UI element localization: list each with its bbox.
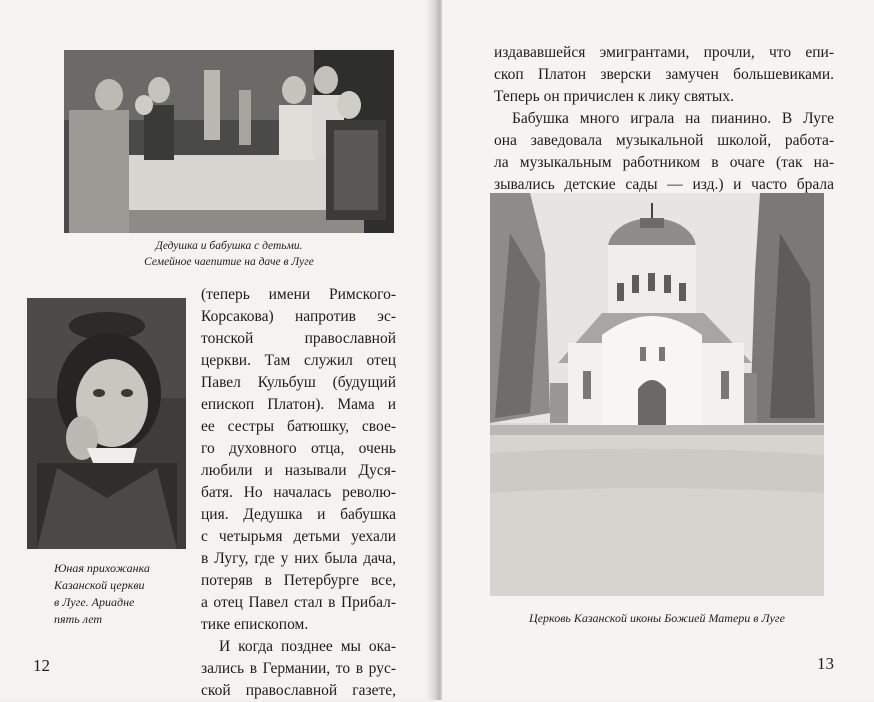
text-line: зывались детские сады — изд.) и часто брала: [494, 176, 834, 193]
church-photo-caption: Церковь Казанской иконы Божией Матери в Луге: [529, 611, 785, 625]
text-line: ла музыкальным работником в очаге (так на-: [494, 154, 834, 171]
text-line: а отец Павел стал в Прибал-: [201, 594, 396, 611]
girl-caption-line4: пять лет: [54, 612, 103, 626]
text-line: ция. Дедушка и бабушка: [201, 506, 396, 523]
text-line: (теперь имени Римского-: [201, 286, 396, 303]
text-line: церкви. Там служил отец: [201, 352, 396, 369]
text-line: тонской православной: [201, 330, 396, 347]
text-line: она заведовала музыкальной школой, работа-: [494, 132, 834, 149]
girl-caption-line2: Казанской церкви: [54, 578, 145, 592]
right-body-text: [494, 42, 834, 196]
right-page: [442, 0, 874, 700]
text-line: ее сестры батюшку, свое-: [201, 418, 396, 435]
text-line: Бабушка много играла на пианино. В Луге: [512, 110, 834, 127]
girl-caption-line3: в Луге. Ариадне: [54, 595, 135, 609]
text-line: епископ Платон). Мама и: [201, 396, 396, 413]
text-line: И когда позднее мы ока-: [219, 638, 396, 655]
left-page-number: 12: [33, 656, 50, 675]
left-page: [0, 0, 436, 700]
family-tea-photo: [64, 50, 394, 233]
text-line: Теперь он причислен к лику святых.: [494, 88, 734, 105]
text-line: в Лугу, где у них была дача,: [201, 550, 396, 567]
girl-photo-caption: [54, 560, 194, 628]
text-line: ской православной газете,: [201, 682, 396, 699]
text-line: любили и называли Дуся-: [201, 462, 396, 479]
right-page-number: 13: [817, 654, 834, 673]
church-photo: [490, 193, 824, 596]
left-body-text: [201, 284, 396, 702]
text-line: скоп Платон зверски замучен большевиками.: [494, 66, 834, 83]
text-line: тике епископом.: [201, 616, 309, 633]
text-line: Корсакова) напротив эс-: [201, 308, 396, 325]
text-line: с четырьмя детьми уехали: [201, 528, 396, 545]
text-line: батя. Но началась револю-: [201, 484, 396, 501]
text-line: Павел Кульбуш (будущий: [201, 374, 396, 391]
text-line: зались в Германии, то в рус-: [201, 660, 396, 677]
text-line: потеряв в Петербурге все,: [201, 572, 396, 589]
text-line: го духовного отца, очень: [201, 440, 396, 457]
girl-portrait-photo: [27, 298, 186, 549]
girl-caption-line1: Юная прихожанка: [54, 561, 150, 575]
family-photo-caption-line2: Семейное чаепитие на даче в Луге: [144, 256, 314, 268]
family-photo-caption: [64, 238, 394, 270]
text-line: издававшейся эмигрантами, прочли, что епи-: [494, 44, 834, 61]
family-photo-caption-line1: Дедушка и бабушка с детьми.: [155, 240, 303, 252]
